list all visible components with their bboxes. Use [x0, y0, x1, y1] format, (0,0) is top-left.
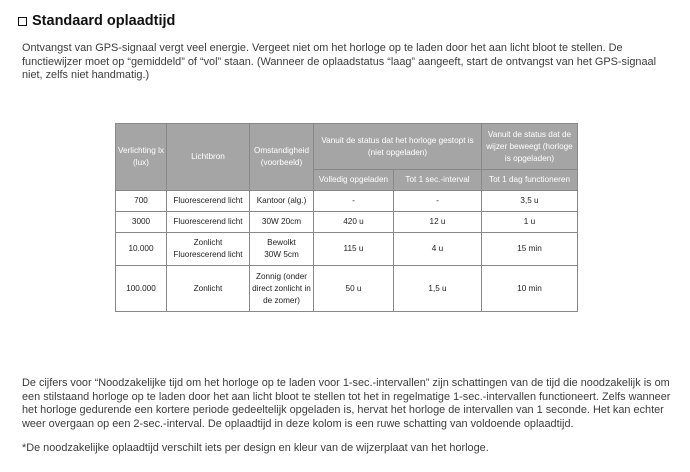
header-illumination: Verlichting lx (lux): [116, 124, 167, 191]
cell-circumstance-line: 30W 5cm: [264, 250, 299, 259]
table-row: [116, 266, 578, 312]
cell-full: 50 u: [314, 266, 394, 312]
cell-one-sec: 12 u: [394, 212, 482, 233]
cell-lux: 700: [116, 191, 167, 212]
header-full-charge: Volledig opgeladen: [314, 170, 394, 191]
cell-source: Fluorescerend licht: [167, 191, 250, 212]
header-one-sec: Tot 1 sec.-interval: [394, 170, 482, 191]
cell-circumstance: Zonnig (onder direct zonlicht in de zomer): [250, 266, 314, 312]
header-group-moving: Vanuit de status dat de wijzer beweegt (horloge is opgeladen): [482, 124, 578, 170]
cell-circumstance-line: Bewolkt: [267, 238, 296, 247]
cell-one-sec: -: [394, 191, 482, 212]
charging-time-table: [115, 123, 578, 312]
cell-circumstance: Kantoor (alg.): [250, 191, 314, 212]
cell-full: 420 u: [314, 212, 394, 233]
table-row: [116, 191, 578, 212]
cell-one-sec: 4 u: [394, 233, 482, 266]
section-title: [18, 13, 175, 29]
header-light-source: Lichtbron: [167, 124, 250, 191]
cell-lux: 3000: [116, 212, 167, 233]
section-title-text: Standaard oplaadtijd: [32, 13, 176, 29]
cell-one-day: 3,5 u: [482, 191, 578, 212]
cell-source: [167, 233, 250, 266]
cell-one-day: 1 u: [482, 212, 578, 233]
cell-full: -: [314, 191, 394, 212]
table-row: [116, 212, 578, 233]
cell-one-day: 10 min: [482, 266, 578, 312]
cell-circumstance: 30W 20cm: [250, 212, 314, 233]
cell-source: Fluorescerend licht: [167, 212, 250, 233]
checkbox-icon: [18, 17, 27, 26]
cell-one-day: 15 min: [482, 233, 578, 266]
explanation-paragraph: De cijfers voor “Noodzakelijke tijd om het horloge op te laden voor 1-sec.-intervallen” zijn schattingen van de tijd die noodzakelijk is om een stilstaand horloge op te laden door het aan licht bloot te stellen tot het in regelmatige 1-sec.-intervallen functioneert. Zelfs wanneer het horloge gedurende een kortere periode gedeeltelijk opgeladen is, hervat het horloge de intervallen van 1 seconde. Het kan echter weer overgaan op een 2-sec.-interval. De oplaadtijd in deze kolom is een ruwe schatting van voldoende oplaadtijd.: [22, 377, 671, 430]
header-group-stopped: Vanuit de status dat het horloge gestopt is (niet opgeladen): [314, 124, 482, 170]
cell-full: 115 u: [314, 233, 394, 266]
cell-lux: 100.000: [116, 266, 167, 312]
cell-source: Zonlicht: [167, 266, 250, 312]
header-circumstance: Omstandigheid (voorbeeld): [250, 124, 314, 191]
cell-lux: 10.000: [116, 233, 167, 266]
header-one-day: Tot 1 dag functioneren: [482, 170, 578, 191]
cell-source-line: Fluorescerend licht: [173, 250, 243, 259]
footnote: *De noodzakelijke oplaadtijd verschilt iets per design en kleur van de wijzerplaat van het horloge.: [22, 442, 489, 454]
cell-circumstance: [250, 233, 314, 266]
cell-one-sec: 1,5 u: [394, 266, 482, 312]
table-row: [116, 233, 578, 266]
cell-source-line: Zonlicht: [193, 238, 223, 247]
intro-paragraph: Ontvangst van GPS-signaal vergt veel energie. Vergeet niet om het horloge op te laden door het aan licht bloot te stellen. De functiewijzer moet op “gemiddeld” of “vol” staan. (Wanneer de oplaadstatus “laag” aangeeft, start de ontvangst van het GPS-signaal niet, zelfs niet handmatig.): [22, 42, 657, 81]
